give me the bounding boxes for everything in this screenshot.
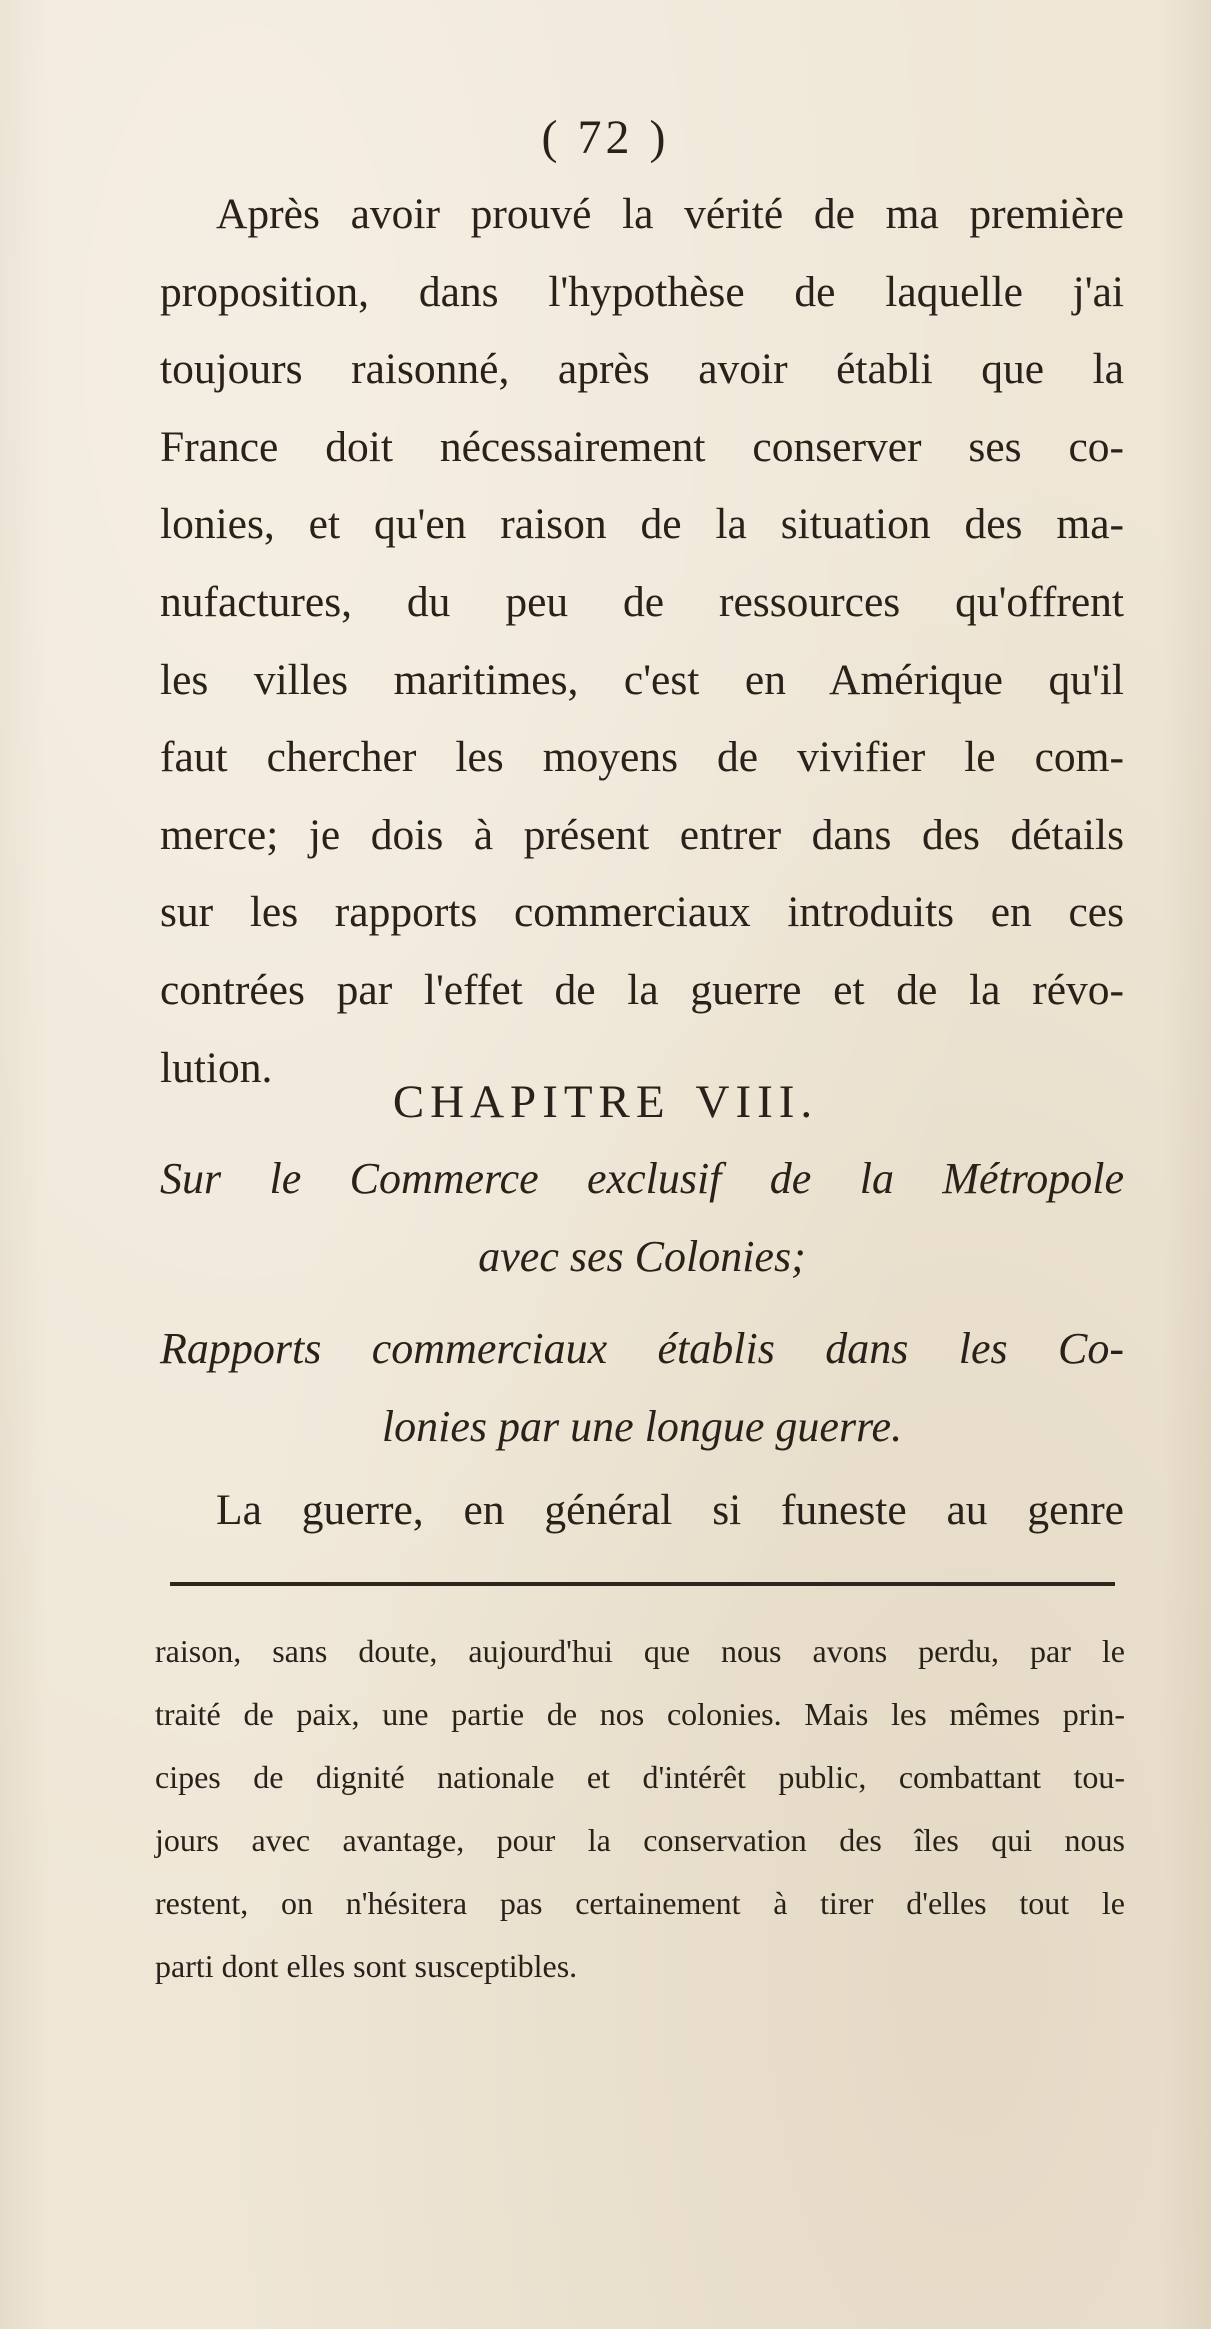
footnote-line: traité de paix, une partie de nos colonies. Mais les mêmes prin- — [155, 1696, 1125, 1732]
chapter-subtitle-1 — [160, 1140, 1124, 1296]
text-line: toujours raisonné, après avoir établi que la — [160, 345, 1124, 394]
footnote-line: jours avec avantage, pour la conservation des îles qui nous — [155, 1822, 1125, 1858]
subtitle-line: Rapports commerciaux établis dans les Co- — [160, 1324, 1124, 1373]
subtitle-line: avec ses Colonies; — [478, 1232, 806, 1281]
text-line: merce; je dois à présent entrer dans des détails — [160, 810, 1124, 859]
text-line: Après avoir prouvé la vérité de ma première — [216, 190, 1124, 238]
footnote-line: restent, on n'hésitera pas certainement à tirer d'elles tout le — [155, 1885, 1125, 1921]
text-line: lonies, et qu'en raison de la situation des ma- — [160, 500, 1124, 549]
subtitle-line: lonies par une longue guerre. — [381, 1402, 903, 1451]
chapter-subtitle-2 — [160, 1310, 1124, 1466]
text-line: sur les rapports commerciaux introduits en ces — [160, 888, 1124, 937]
text-line: La guerre, en général si funeste au genre — [216, 1486, 1124, 1534]
text-line: lution. — [160, 1043, 273, 1092]
text-line: proposition, dans l'hypothèse de laquelle j'ai — [160, 267, 1124, 316]
footnote-line: cipes de dignité nationale et d'intérêt public, combattant tou- — [155, 1759, 1125, 1795]
footnote — [155, 1620, 1125, 1998]
chapter-heading: CHAPITRE VIII. — [392, 1076, 819, 1128]
text-line: France doit nécessairement conserver ses co- — [160, 422, 1124, 471]
text-line: nufactures, du peu de ressources qu'offrent — [160, 577, 1124, 626]
footnote-line: parti dont elles sont susceptibles. — [155, 1948, 578, 1984]
text-line: contrées par l'effet de la guerre et de la révo- — [160, 965, 1124, 1014]
page-number: ( 72 ) — [541, 111, 670, 164]
paragraph-1 — [160, 176, 1124, 1107]
text-line: les villes maritimes, c'est en Amérique qu'il — [160, 655, 1124, 704]
footnote-line: raison, sans doute, aujourd'hui que nous avons perdu, par le — [155, 1633, 1125, 1669]
subtitle-line: Sur le Commerce exclusif de la Métropole — [160, 1154, 1124, 1203]
paragraph-2 — [160, 1472, 1124, 1550]
text-line: faut chercher les moyens de vivifier le com- — [160, 733, 1124, 782]
footnote-divider — [170, 1582, 1115, 1586]
